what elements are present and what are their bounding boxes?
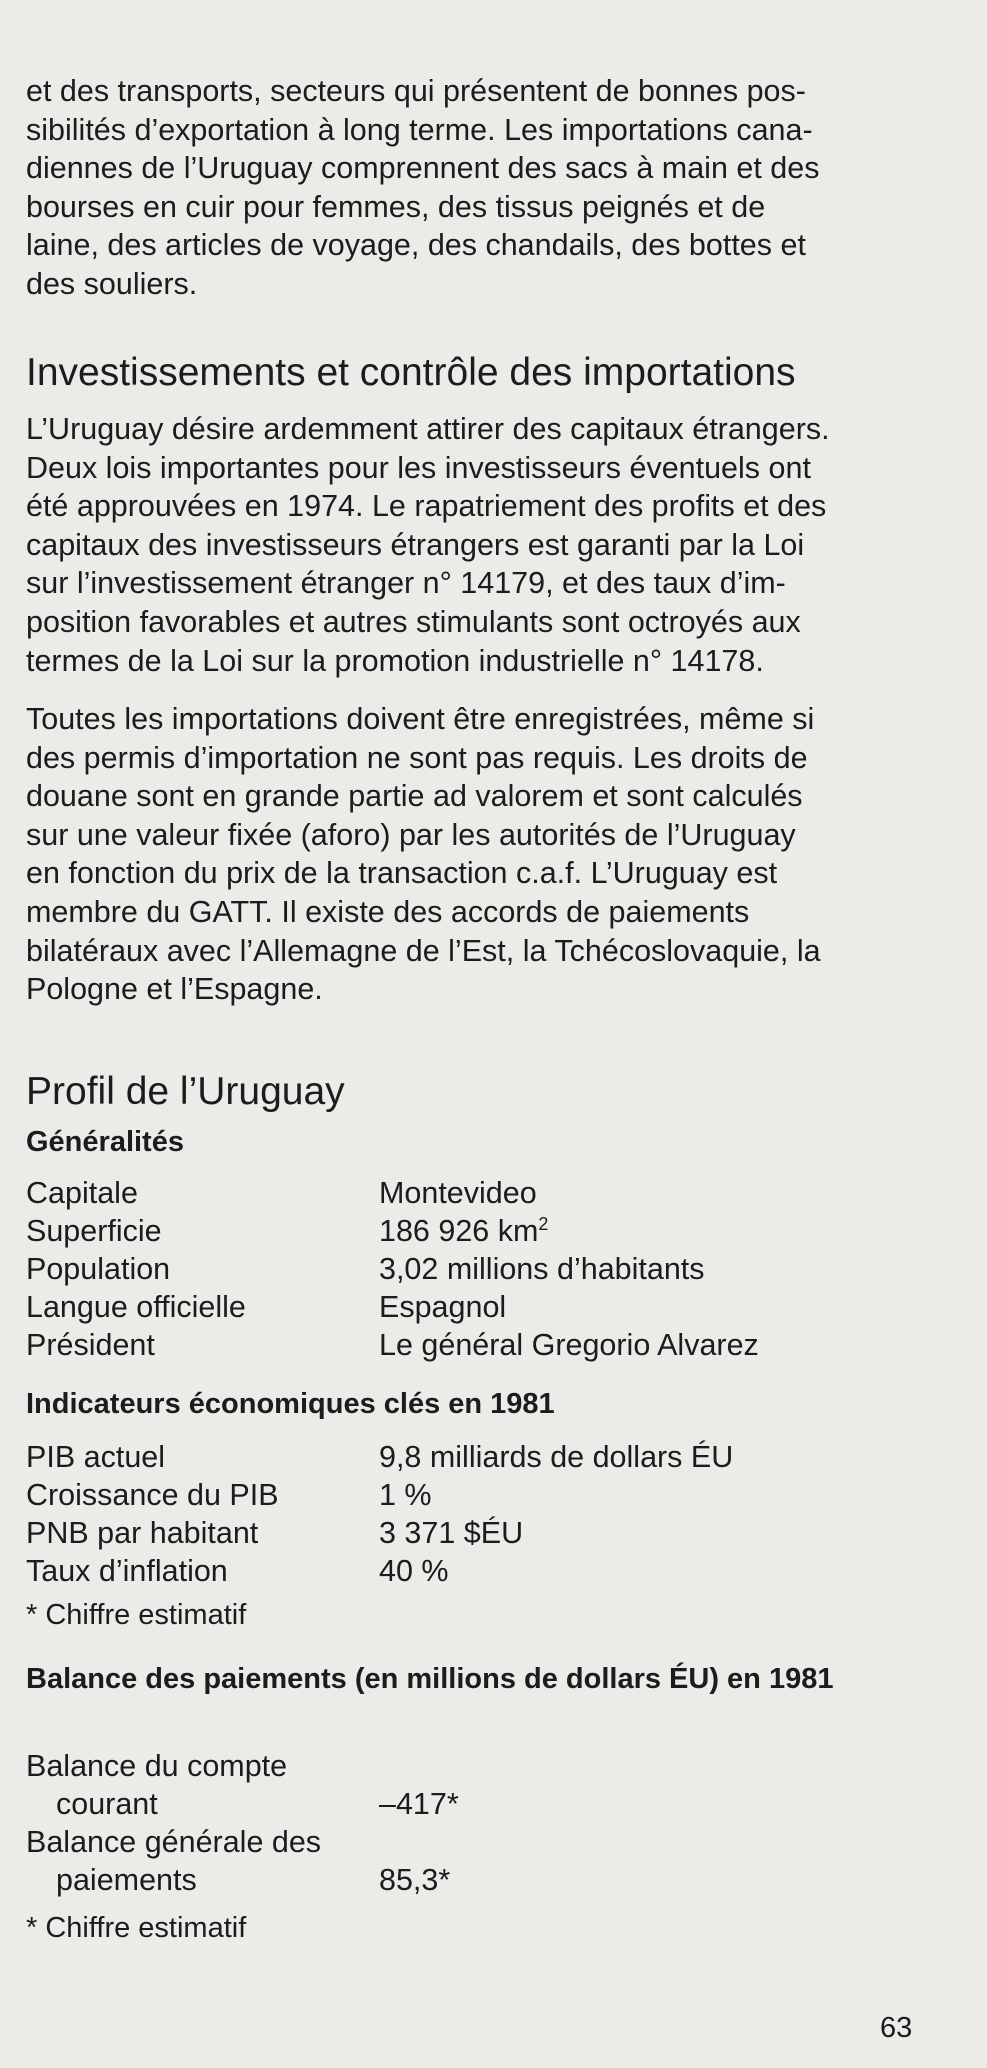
row-value-with-superscript bbox=[379, 1212, 548, 1250]
table-row bbox=[26, 1552, 926, 1590]
row-value: 3 371 $ÉU bbox=[379, 1516, 524, 1550]
text-line: L’Uruguay désire ardemment attirer des capitaux étrangers. bbox=[26, 412, 830, 446]
investissements-paragraph bbox=[26, 410, 931, 680]
text-line: des souliers. bbox=[26, 266, 198, 301]
text-line: douane sont en grande partie ad valorem et sont calculés bbox=[26, 779, 803, 814]
row-value: 85,3* bbox=[379, 1863, 451, 1897]
row-label: Balance générale des bbox=[26, 1825, 322, 1859]
row-label: Balance du compte bbox=[26, 1749, 288, 1783]
generalites-table bbox=[26, 1174, 926, 1364]
importations-paragraph bbox=[26, 700, 931, 1009]
superscript: 2 bbox=[538, 1213, 549, 1234]
text-line: position favorables et autres stimulants sont octroyés aux bbox=[26, 604, 801, 639]
text-line: bourses en cuir pour femmes, des tissus peignés et de bbox=[26, 189, 766, 224]
row-value: Montevideo bbox=[379, 1176, 537, 1210]
row-label-continued: courant bbox=[56, 1787, 158, 1821]
intro-paragraph bbox=[26, 72, 931, 304]
row-label: Croissance du PIB bbox=[26, 1478, 279, 1512]
row-value: 40 % bbox=[379, 1554, 449, 1588]
indicateurs-table bbox=[26, 1438, 926, 1590]
text-line: et des transports, secteurs qui présentent de bonnes pos- bbox=[26, 74, 806, 108]
row-label: Superficie bbox=[26, 1214, 162, 1248]
text-line: bilatéraux avec l’Allemagne de l’Est, la Tchécoslovaquie, la bbox=[26, 933, 821, 968]
row-label-continued: paiements bbox=[56, 1863, 197, 1897]
text-line: sibilités d’exportation à long terme. Les importations cana- bbox=[26, 112, 813, 147]
text-line: diennes de l’Uruguay comprennent des sacs à main et des bbox=[26, 151, 820, 186]
text-line: termes de la Loi sur la promotion industrielle n° 14178. bbox=[26, 643, 764, 678]
text-line: capitaux des investisseurs étrangers est garanti par la Loi bbox=[26, 527, 805, 562]
text-line: Toutes les importations doivent être enregistrées, même si bbox=[26, 702, 815, 736]
text-line: en fonction du prix de la transaction c.a.f. L’Uruguay est bbox=[26, 856, 778, 891]
text-line: été approuvées en 1974. Le rapatriement des profits et des bbox=[26, 489, 827, 524]
table-row bbox=[26, 1250, 926, 1288]
row-label: Capitale bbox=[26, 1176, 138, 1210]
text-line: membre du GATT. Il existe des accords de paiements bbox=[26, 894, 750, 929]
footnote: * Chiffre estimatif bbox=[26, 1599, 247, 1631]
row-label: Langue officielle bbox=[26, 1290, 246, 1324]
table-row bbox=[26, 1326, 926, 1364]
balance-table bbox=[26, 1747, 926, 1899]
row-label: PNB par habitant bbox=[26, 1516, 259, 1550]
row-value: 3,02 millions d’habitants bbox=[379, 1252, 705, 1286]
row-value: 186 926 km bbox=[379, 1214, 539, 1248]
text-line: laine, des articles de voyage, des chandails, des bottes et bbox=[26, 228, 806, 263]
table-row bbox=[26, 1438, 926, 1476]
table-row bbox=[26, 1823, 926, 1899]
table-row bbox=[26, 1514, 926, 1552]
page-number: 63 bbox=[880, 2012, 913, 2044]
subheading-balance: Balance des paiements (en millions de dollars ÉU) en 1981 bbox=[26, 1663, 834, 1695]
row-value: Le général Gregorio Alvarez bbox=[379, 1328, 759, 1362]
row-label: Taux d’inflation bbox=[26, 1554, 228, 1588]
row-value: 9,8 milliards de dollars ÉU bbox=[379, 1440, 734, 1474]
row-label: Président bbox=[26, 1328, 155, 1362]
table-row bbox=[26, 1288, 926, 1326]
text-line: Pologne et l’Espagne. bbox=[26, 972, 323, 1007]
row-value: –417* bbox=[379, 1787, 459, 1821]
row-label: PIB actuel bbox=[26, 1440, 166, 1474]
subheading-generalites: Généralités bbox=[26, 1126, 184, 1158]
table-row bbox=[26, 1174, 926, 1212]
section-heading-profil: Profil de l’Uruguay bbox=[26, 1070, 345, 1113]
table-row bbox=[26, 1476, 926, 1514]
text-line: sur l’investissement étranger n° 14179, et des taux d’im- bbox=[26, 566, 786, 601]
table-row bbox=[26, 1747, 926, 1823]
row-value: 1 % bbox=[379, 1478, 432, 1512]
row-value: Espagnol bbox=[379, 1290, 507, 1324]
text-line: des permis d’importation ne sont pas requis. Les droits de bbox=[26, 740, 808, 775]
section-heading-investissements: Investissements et contrôle des importations bbox=[26, 351, 796, 394]
row-label: Population bbox=[26, 1252, 171, 1286]
subheading-indicateurs: Indicateurs économiques clés en 1981 bbox=[26, 1388, 555, 1420]
table-row bbox=[26, 1212, 926, 1250]
text-line: Deux lois importantes pour les investisseurs éventuels ont bbox=[26, 450, 811, 485]
text-line: sur une valeur fixée (aforo) par les autorités de l’Uruguay bbox=[26, 817, 796, 852]
footnote: * Chiffre estimatif bbox=[26, 1912, 247, 1944]
